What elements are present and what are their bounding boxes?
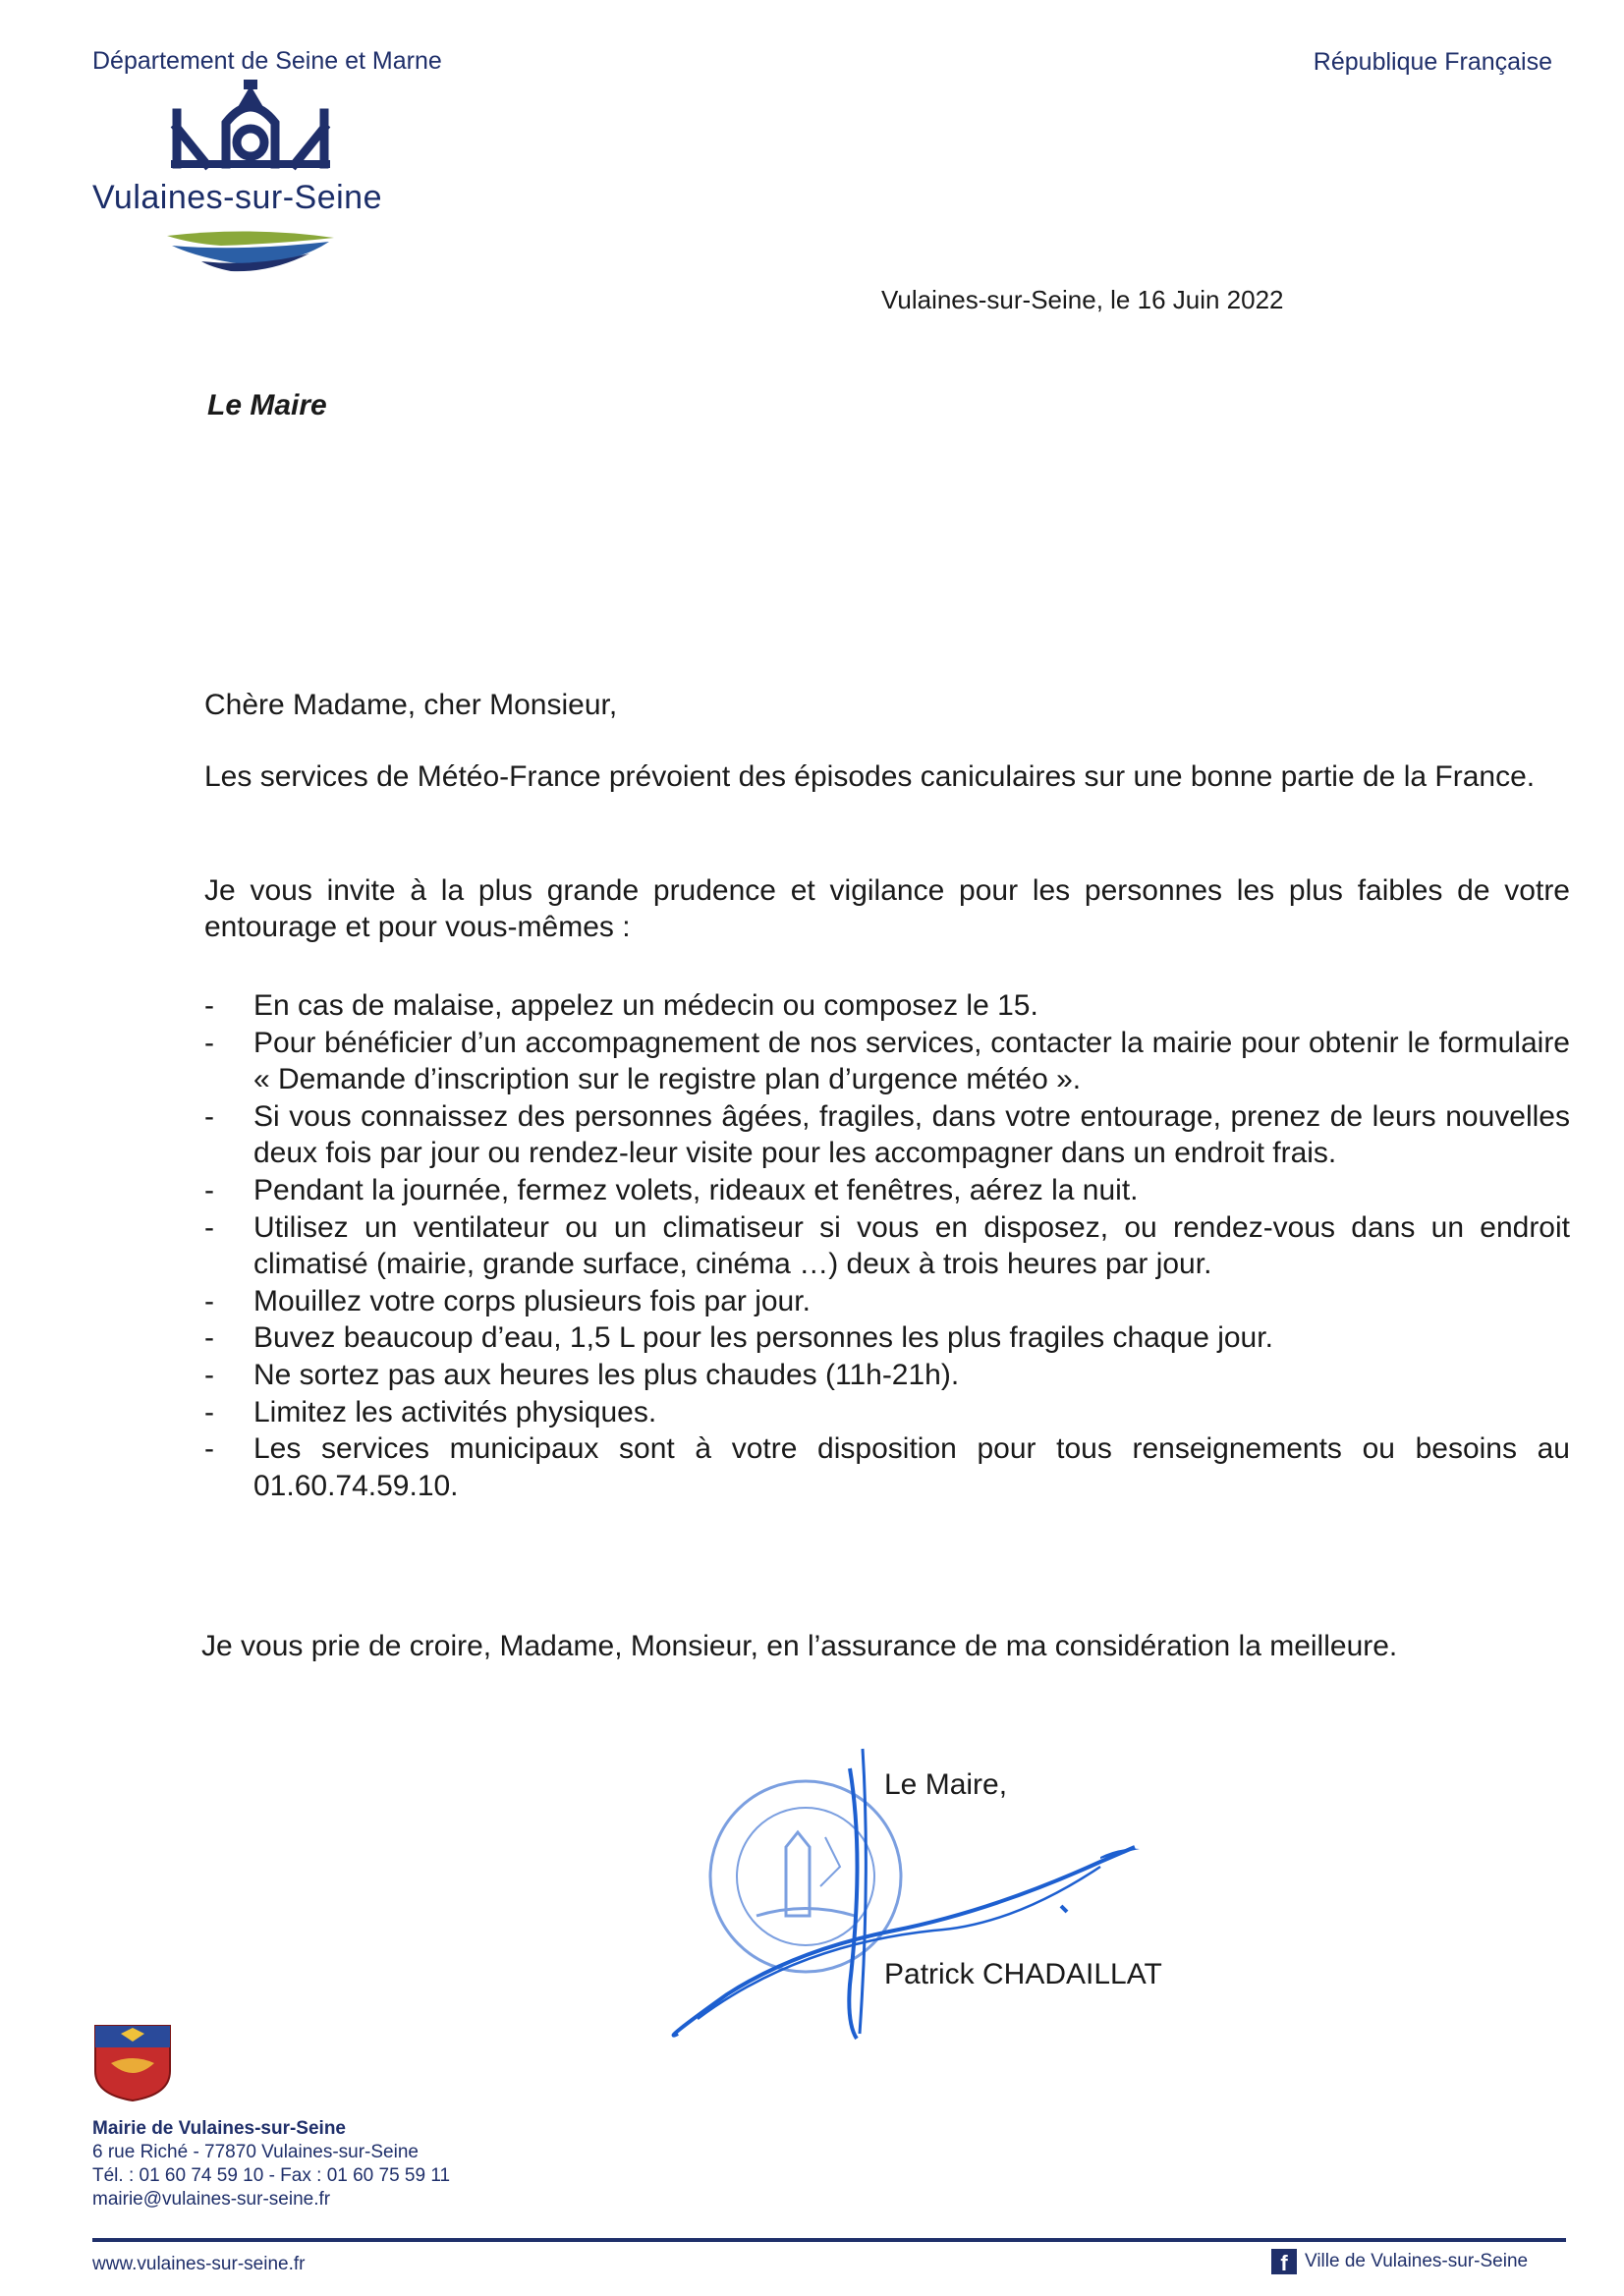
list-item: - Limitez les activités physiques. [204, 1394, 1570, 1431]
list-item: - Ne sortez pas aux heures les plus chaudes (11h-21h). [204, 1357, 1570, 1394]
list-item: - Buvez beaucoup d’eau, 1,5 L pour les personnes les plus fragiles chaque jour. [204, 1319, 1570, 1357]
paragraph-1: Les services de Météo-France prévoient des épisodes caniculaires sur une bonne partie de la France. [204, 760, 1536, 793]
republic-label: République Française [1313, 48, 1552, 76]
footer-email[interactable]: mairie@vulaines-sur-seine.fr [92, 2189, 331, 2210]
list-item: - Si vous connaissez des personnes âgées, fragiles, dans votre entourage, prenez de leurs nouvelles deux fois par jour ou rendez-leur visite pour les accompagner dans un endroit frais. [204, 1098, 1570, 1172]
list-item: - En cas de malaise, appelez un médecin ou composez le 15. [204, 987, 1570, 1025]
letter-heading: Le Maire [207, 389, 327, 421]
facebook-icon: f [1271, 2249, 1297, 2274]
list-item: - Les services municipaux sont à votre disposition pour tous renseignements ou besoins au 01.60.74.59.10. [204, 1430, 1570, 1504]
list-item: - Mouillez votre corps plusieurs fois par jour. [204, 1283, 1570, 1320]
paragraph-2: Je vous invite à la plus grande prudence et vigilance pour les personnes les plus faibles de votre entourage et pour vous-mêmes : [204, 874, 1570, 943]
footer-phone-fax: Tél. : 01 60 74 59 10 - Fax : 01 60 75 59 11 [92, 2165, 451, 2186]
footer-divider [92, 2238, 1566, 2242]
footer-address: 6 rue Riché - 77870 Vulaines-sur-Seine [92, 2142, 419, 2162]
footer-website-link[interactable]: www.vulaines-sur-seine.fr [92, 2254, 306, 2274]
list-item: - Pour bénéficier d’un accompagnement de nos services, contacter la mairie pour obtenir le formulaire « Demande d’inscription sur le registre plan d’urgence météo ». [204, 1025, 1570, 1098]
footer-contact [92, 2117, 450, 2212]
list-item: - Pendant la journée, fermez volets, rideaux et fenêtres, aérez la nuit. [204, 1172, 1570, 1209]
letter-date: Vulaines-sur-Seine, le 16 Juin 2022 [881, 285, 1284, 314]
facebook-label: Ville de Vulaines-sur-Seine [1305, 2251, 1529, 2271]
advice-list [204, 987, 1570, 1504]
signature-name: Patrick CHADAILLAT [884, 1958, 1162, 1990]
town-hall-logo-icon [167, 74, 334, 172]
closing-formula: Je vous prie de croire, Madame, Monsieur, en l’assurance de ma considération la meilleure. [201, 1630, 1398, 1662]
salutation: Chère Madame, cher Monsieur, [204, 689, 618, 721]
footer-org-name: Mairie de Vulaines-sur-Seine [92, 2118, 346, 2139]
facebook-page-link[interactable] [1271, 2249, 1528, 2274]
signature-title: Le Maire, [884, 1768, 1008, 1801]
river-waves-logo-icon [162, 224, 339, 273]
list-item: - Utilisez un ventilateur ou un climatiseur si vous en disposez, ou rendez-vous dans un endroit climatisé (mairie, grande surface, cinéma …) deux à trois heures par jour. [204, 1209, 1570, 1283]
town-name: Vulaines-sur-Seine [92, 179, 382, 216]
coat-of-arms-icon [91, 2024, 174, 2102]
department-label: Département de Seine et Marne [92, 47, 442, 75]
